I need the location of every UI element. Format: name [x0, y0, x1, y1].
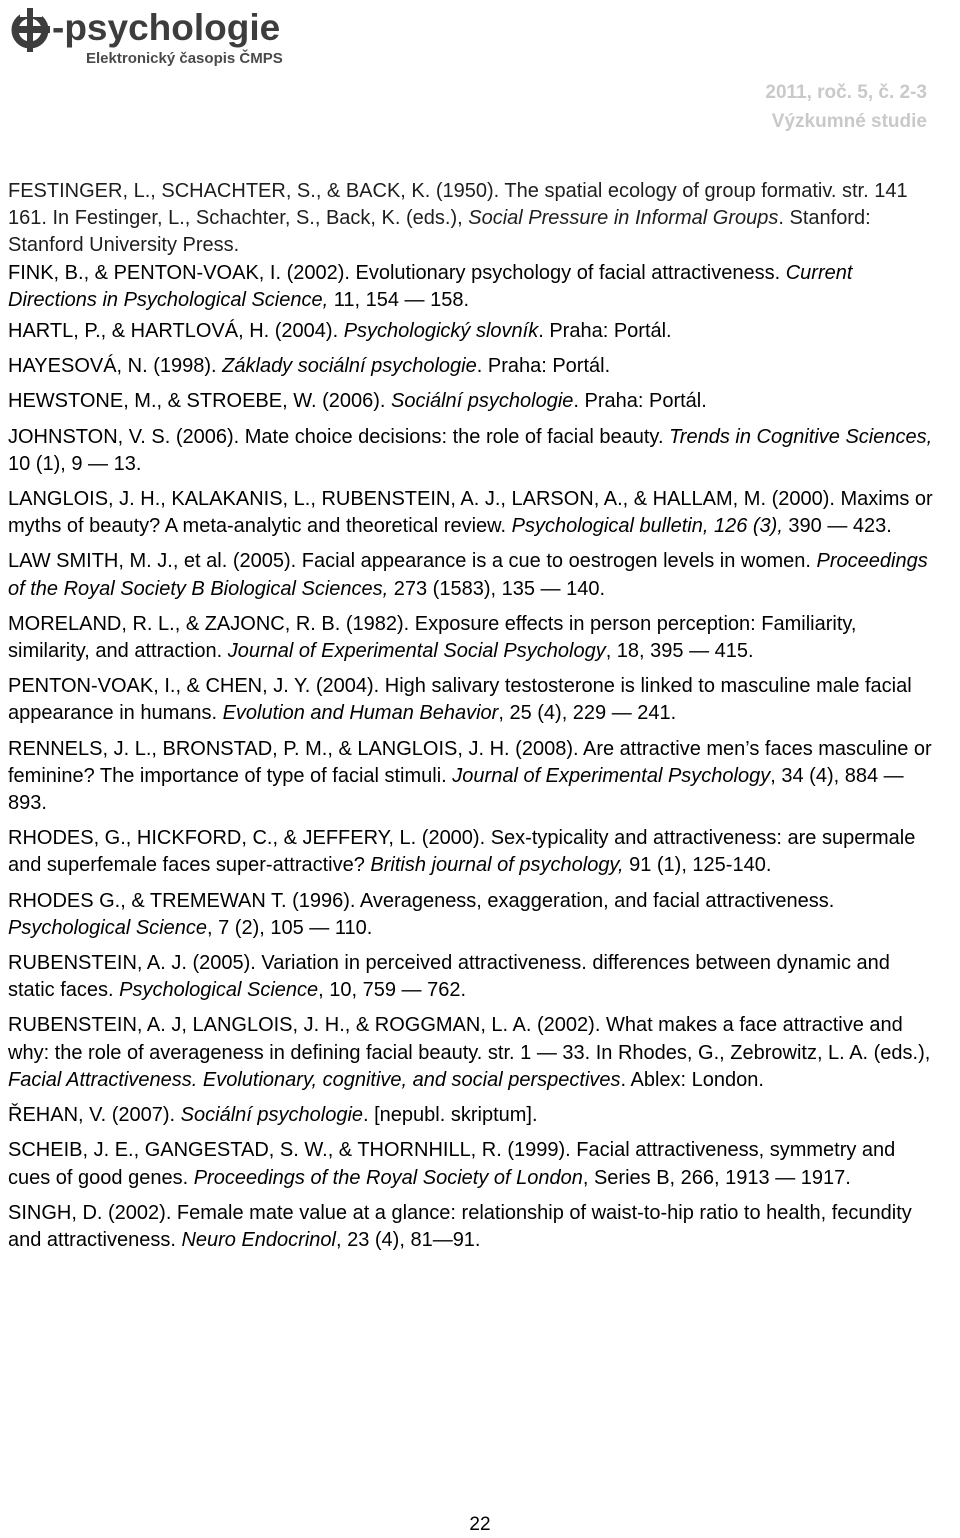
reference-item: [8, 1012, 938, 1094]
reference-source: Facial Attractiveness. Evolutionary, cognitive, and social perspectives: [8, 1068, 621, 1091]
reference-text: 11, 154 — 158.: [328, 288, 469, 311]
reference-source: Psychological Science: [119, 979, 319, 1002]
reference-item: [8, 1200, 938, 1254]
reference-item: [8, 424, 938, 478]
reference-text: . Praha: Portál.: [476, 355, 611, 378]
reference-item: [8, 1137, 938, 1191]
reference-text: RHODES, G., HICKFORD, C., & JEFFERY, L. (2000). Sex-typicality and attractiveness: are supermale and superfemale faces super-attractive?: [8, 827, 916, 877]
issue-number: 2011, roč. 5, č. 2-3: [765, 82, 927, 103]
reference-text: HARTL, P., & HARTLOVÁ, H. (2004).: [8, 320, 344, 343]
reference-source: Social Pressure in Informal Groups: [468, 207, 779, 230]
reference-list: [8, 178, 938, 1262]
reference-text: SCHEIB, J. E., GANGESTAD, S. W., & THORNHILL, R. (1999). Facial attractiveness, symmetry and cues of good genes.: [8, 1139, 896, 1189]
reference-source: Journal of Experimental Social Psychology: [227, 640, 606, 663]
reference-text: , Series B, 266, 1913 — 1917.: [582, 1166, 851, 1189]
logo-subtitle: Elektronický časopis ČMPS: [86, 50, 283, 67]
issue-info: [765, 78, 927, 136]
reference-text: . Ablex: London.: [620, 1068, 764, 1091]
reference-text: , 25 (4), 229 — 241.: [498, 702, 677, 725]
reference-text: RHODES G., & TREMEWAN T. (1996). Averageness, exaggeration, and facial attractiveness.: [8, 889, 835, 912]
reference-text: JOHNSTON, V. S. (2006). Mate choice decisions: the role of facial beauty.: [8, 425, 670, 448]
reference-source: Proceedings of the Royal Society of London: [193, 1166, 583, 1189]
psi-logo-icon: [6, 4, 56, 54]
reference-source: Neuro Endocrinol: [181, 1228, 336, 1251]
reference-item: [8, 353, 938, 380]
reference-item: [8, 1102, 938, 1129]
reference-text: RUBENSTEIN, A. J. (2005). Variation in perceived attractiveness. differences between dynamic and static faces.: [8, 952, 890, 1002]
reference-source: Evolution and Human Behavior: [222, 702, 499, 725]
reference-text: HAYESOVÁ, N. (1998).: [8, 355, 223, 378]
section-label: Výzkumné studie: [771, 111, 927, 132]
reference-text: , 34 (4), 884 — 893.: [8, 764, 904, 815]
reference-text: PENTON-VOAK, I., & CHEN, J. Y. (2004). High salivary testosterone is linked to masculine male facial appearance in humans.: [8, 675, 912, 725]
reference-source: Current Directions in Psychological Science,: [8, 261, 853, 311]
journal-logo: [6, 4, 346, 68]
reference-text: FINK, B., & PENTON-VOAK, I. (2002). Evolutionary psychology of facial attractiveness.: [8, 261, 786, 284]
reference-text: MORELAND, R. L., & ZAJONC, R. B. (1982). Exposure effects in person perception: Familiarity, similarity, and attraction.: [8, 612, 857, 663]
reference-text: , 18, 395 — 415.: [605, 640, 754, 663]
reference-text: RUBENSTEIN, A. J, LANGLOIS, J. H., & ROGGMAN, L. A. (2002). What makes a face attractive and why: the role of averageness in defining facial beauty. str. 1 — 33. In Rhodes, G., Zebrowitz, L. A. (eds.),: [8, 1014, 931, 1064]
reference-item: [8, 736, 938, 818]
reference-item: [8, 388, 938, 415]
reference-source: Psychologický slovník: [343, 320, 539, 343]
reference-text: 273 (1583), 135 — 140.: [388, 577, 606, 600]
reference-text: . Praha: Portál.: [573, 390, 707, 413]
reference-text: LANGLOIS, J. H., KALAKANIS, L., RUBENSTEIN, A. J., LARSON, A., & HALLAM, M. (2000). Maxims or myths of beauty? A meta-analytic and theoretical review.: [8, 488, 933, 538]
reference-source: Psychological Science: [8, 916, 207, 939]
reference-item: [8, 178, 938, 260]
reference-text: 10 (1), 9 — 13.: [8, 452, 142, 475]
reference-text: FESTINGER, L., SCHACHTER, S., & BACK, K. (1950). The spatial ecology of group formativ. str. 141 161. In Festinger, L., Schachter, S., Back, K. (eds.),: [8, 180, 908, 230]
reference-text: RENNELS, J. L., BRONSTAD, P. M., & LANGLOIS, J. H. (2008). Are attractive men’s faces masculine or feminine? The importance of type of facial stimuli.: [8, 737, 932, 787]
reference-text: , 10, 759 — 762.: [318, 979, 467, 1002]
reference-text: . Stanford: Stanford University Press.: [8, 207, 871, 257]
reference-source: Psychological bulletin, 126 (3),: [511, 515, 783, 538]
reference-text: SINGH, D. (2002). Female mate value at a glance: relationship of waist-to-hip ratio to health, fecundity and attractiveness.: [8, 1201, 912, 1251]
reference-text: LAW SMITH, M. J., et al. (2005). Facial appearance is a cue to oestrogen levels in women.: [8, 550, 817, 573]
reference-text: ŘEHAN, V. (2007).: [8, 1104, 181, 1127]
reference-item: [8, 611, 938, 665]
reference-text: 91 (1), 125-140.: [623, 854, 772, 877]
page-number: 22: [469, 1514, 491, 1535]
reference-text: , 23 (4), 81—91.: [335, 1228, 481, 1251]
reference-text: . Praha: Portál.: [538, 320, 672, 343]
reference-source: British journal of psychology,: [370, 854, 624, 877]
reference-item: [8, 260, 938, 314]
reference-source: Trends in Cognitive Sciences,: [669, 425, 933, 448]
reference-item: [8, 950, 938, 1004]
reference-source: Journal of Experimental Psychology: [452, 764, 771, 787]
reference-item: [8, 825, 938, 879]
reference-item: [8, 673, 938, 727]
reference-item: [8, 486, 938, 540]
reference-item: [8, 548, 938, 602]
reference-text: , 7 (2), 105 — 110.: [207, 916, 373, 939]
reference-source: Sociální psychologie: [180, 1104, 364, 1127]
reference-text: . [nepubl. skriptum].: [363, 1104, 538, 1127]
reference-text: 390 — 423.: [782, 515, 892, 538]
logo-title: -psychologie: [52, 7, 281, 48]
reference-source: Sociální psychologie: [391, 390, 574, 413]
reference-item: [8, 888, 938, 942]
reference-item: [8, 318, 938, 345]
reference-text: HEWSTONE, M., & STROEBE, W. (2006).: [8, 390, 392, 413]
reference-source: Základy sociální psychologie: [222, 355, 477, 378]
reference-source: Proceedings of the Royal Society B Biological Sciences,: [8, 550, 928, 600]
